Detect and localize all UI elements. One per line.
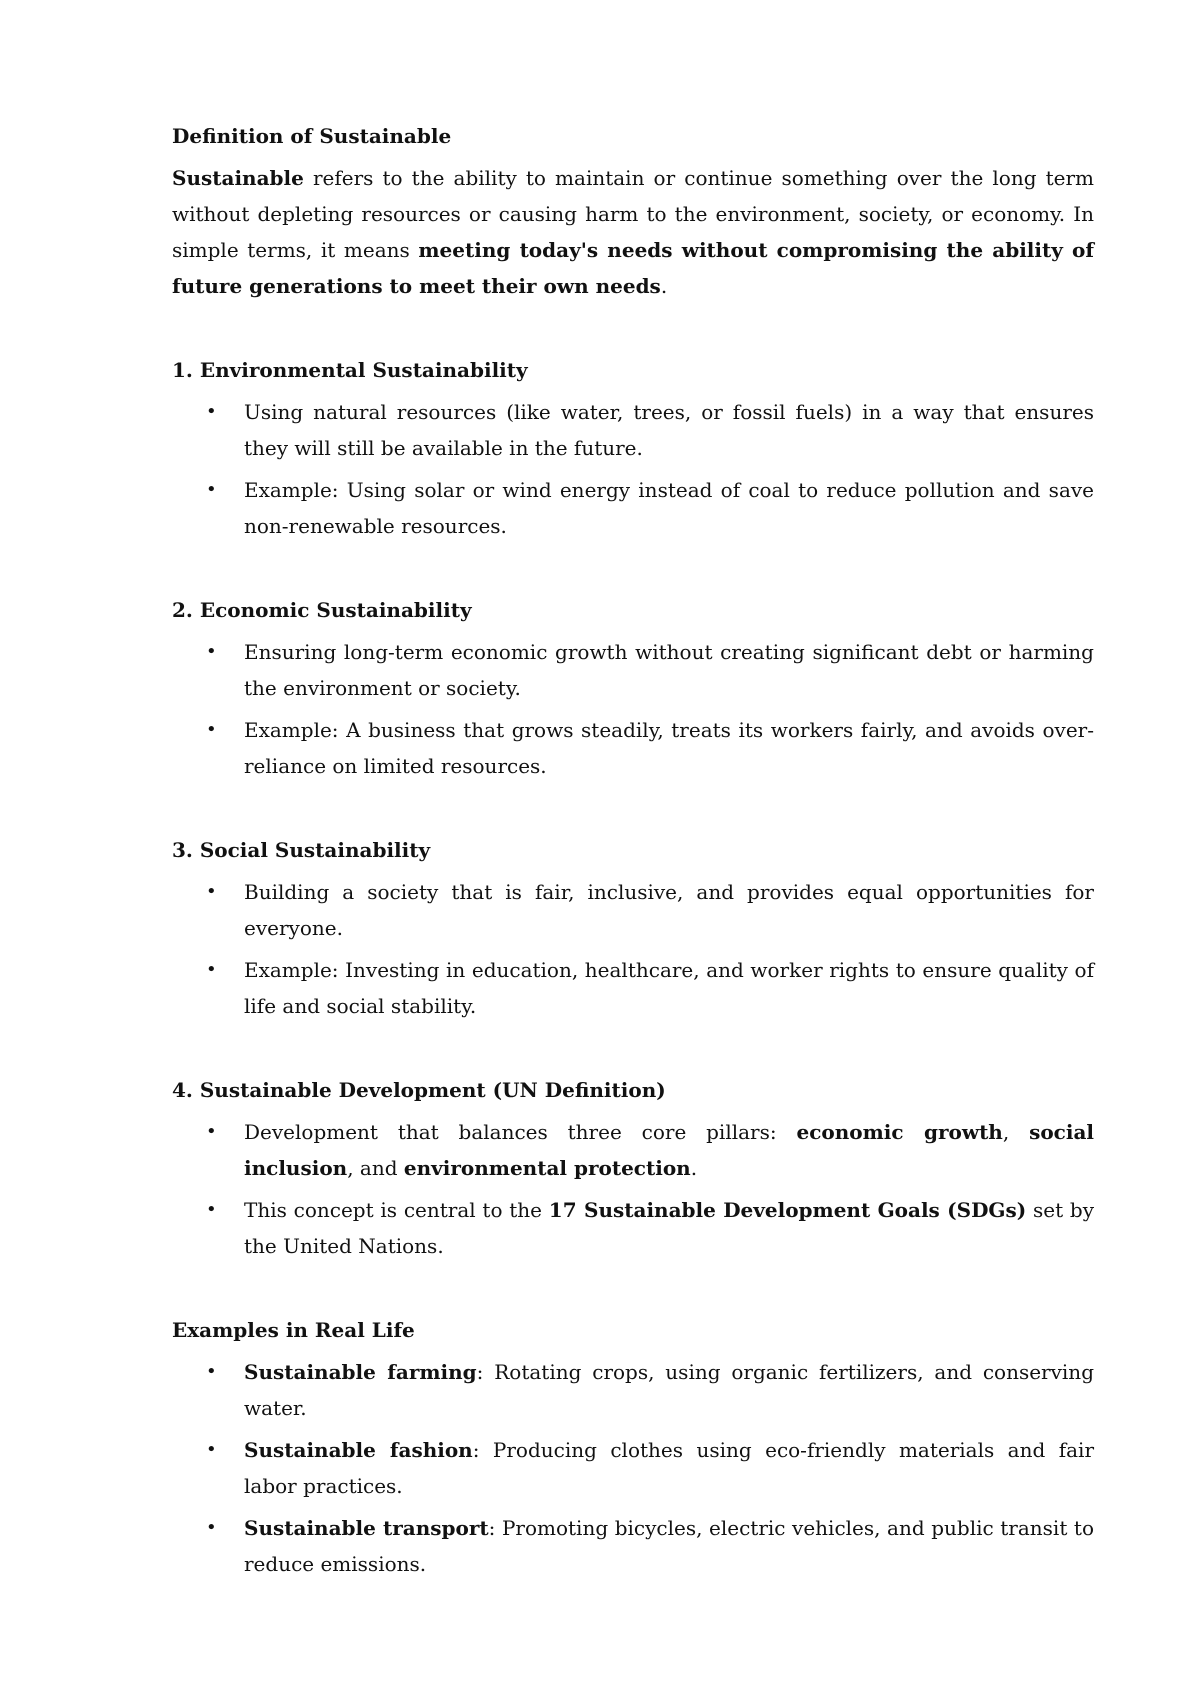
list-item (172, 1354, 1094, 1426)
bullet-icon: • (206, 881, 217, 902)
example-term: Sustainable fashion (244, 1438, 473, 1462)
bold-run: economic growth (796, 1120, 1003, 1144)
section-environmental (172, 352, 1094, 544)
list-item (172, 712, 1094, 784)
example-text: : Producing clothes using eco-friendly materials and fair labor practices. (244, 1438, 1095, 1498)
intro-emphasis: meeting today's needs without compromising the ability of future generations to meet their own needs (172, 238, 1094, 298)
example-text: : Rotating crops, using organic fertilizers, and conserving water. (244, 1360, 1094, 1420)
section-heading: 4. Sustainable Development (UN Definition) (172, 1078, 666, 1102)
bullet-list (172, 1114, 1094, 1264)
list-item-text: Example: Using solar or wind energy instead of coal to reduce pollution and save non-renewable resources. (244, 478, 1094, 538)
list-item-text: Ensuring long-term economic growth without creating significant debt or harming the environment or society. (244, 640, 1094, 700)
bullet-list (172, 1354, 1094, 1582)
list-item (172, 634, 1094, 706)
document-page (172, 118, 1094, 1588)
bullet-icon: • (206, 479, 217, 500)
text-run: Development that balances three core pillars: (244, 1120, 797, 1144)
example-text: : Promoting bicycles, electric vehicles, and public transit to reduce emissions. (244, 1516, 1094, 1576)
bullet-list (172, 394, 1094, 544)
bullet-list (172, 874, 1094, 1024)
list-item-text: Building a society that is fair, inclusive, and provides equal opportunities for everyone. (244, 880, 1094, 940)
section-sustainable-development (172, 1072, 1094, 1264)
text-run: . (690, 1156, 698, 1180)
bold-run: 17 Sustainable Development Goals (SDGs) (548, 1198, 1027, 1222)
bold-run: environmental protection (403, 1156, 691, 1180)
intro-term: Sustainable (172, 166, 304, 190)
section-social (172, 832, 1094, 1024)
bullet-icon: • (206, 641, 217, 662)
bold-run: social inclusion (244, 1120, 1095, 1180)
bullet-icon: • (206, 1439, 217, 1460)
section-examples (172, 1312, 1094, 1582)
example-term: Sustainable transport (244, 1516, 489, 1540)
list-item-text: Example: Investing in education, healthcare, and worker rights to ensure quality of life and social stability. (244, 958, 1094, 1018)
list-item (172, 394, 1094, 466)
bullet-list (172, 634, 1094, 784)
list-item (172, 874, 1094, 946)
intro-paragraph (172, 160, 1094, 304)
section-heading: 3. Social Sustainability (172, 838, 431, 862)
text-run: , and (347, 1156, 404, 1180)
list-item-text: Example: A business that grows steadily, treats its workers fairly, and avoids over-reliance on limited resources. (244, 718, 1094, 778)
document-title: Definition of Sustainable (172, 124, 452, 148)
bullet-icon: • (206, 719, 217, 740)
bullet-icon: • (206, 401, 217, 422)
bullet-icon: • (206, 1361, 217, 1382)
list-item (172, 472, 1094, 544)
section-heading: 1. Environmental Sustainability (172, 358, 528, 382)
bullet-icon: • (206, 1517, 217, 1538)
list-item (172, 952, 1094, 1024)
list-item (172, 1192, 1094, 1264)
bullet-icon: • (206, 1121, 217, 1142)
bullet-icon: • (206, 1199, 217, 1220)
example-term: Sustainable farming (244, 1360, 477, 1384)
text-run: This concept is central to the (244, 1198, 549, 1222)
list-item (172, 1510, 1094, 1582)
text-run: , (1002, 1120, 1030, 1144)
intro-text-1: refers to the ability to maintain or continue something over the long term without depleting resources or causing harm to the environment, society, or economy. In simple terms, it means (172, 166, 1094, 262)
list-item (172, 1114, 1094, 1186)
section-heading: 2. Economic Sustainability (172, 598, 472, 622)
list-item-text: Using natural resources (like water, trees, or fossil fuels) in a way that ensures they will still be available in the future. (244, 400, 1094, 460)
section-heading: Examples in Real Life (172, 1318, 415, 1342)
section-economic (172, 592, 1094, 784)
text-run: set by the United Nations. (244, 1198, 1095, 1258)
bullet-icon: • (206, 959, 217, 980)
intro-text-2: . (660, 274, 668, 298)
list-item (172, 1432, 1094, 1504)
